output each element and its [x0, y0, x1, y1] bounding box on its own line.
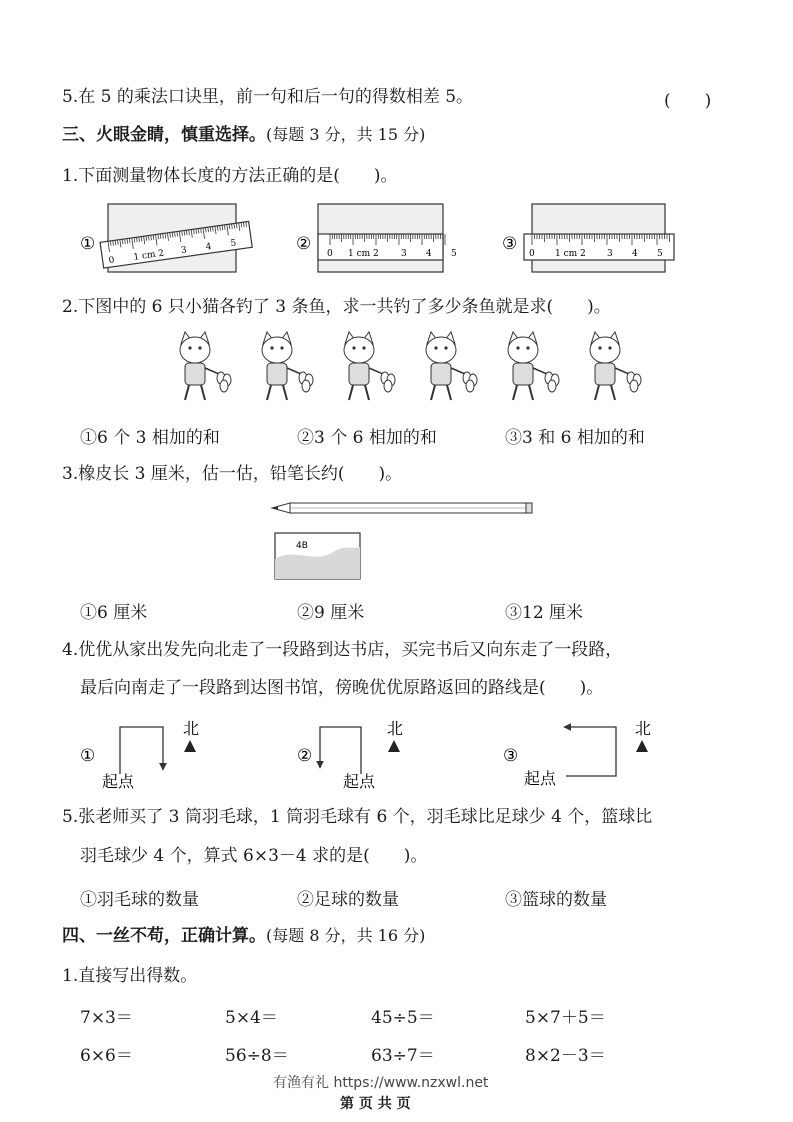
calc-r2-c2: 56÷8＝	[225, 1046, 289, 1066]
svg-text:1 cm 2: 1 cm 2	[555, 249, 586, 259]
calc-r2-c3: 63÷7＝	[371, 1046, 435, 1066]
question-5-text: 5.在 5 的乘法口诀里，前一句和后一句的得数相差 5。	[62, 87, 474, 107]
s3-q5-line2: 羽毛球少 4 个，算式 6×3－4 求的是( )。	[80, 846, 428, 866]
svg-text:起点: 起点	[524, 769, 557, 788]
option-2-mark: ②	[296, 234, 312, 254]
svg-text:4: 4	[426, 249, 432, 259]
s3-q2-option-3[interactable]: ③3 和 6 相加的和	[505, 428, 645, 448]
route-1	[120, 727, 163, 774]
ruler-options-figure	[75, 196, 715, 280]
calc-r2-c1: 6×6＝	[80, 1046, 133, 1066]
svg-text:0: 0	[108, 255, 116, 267]
svg-text:0: 0	[529, 249, 535, 259]
svg-text:4: 4	[205, 241, 213, 253]
svg-text:3: 3	[401, 249, 407, 259]
section-3-heading: 三、火眼金睛，慎重选择。(每题 3 分，共 15 分)	[62, 125, 426, 145]
calc-r1-c3: 45÷5＝	[371, 1008, 435, 1028]
s3-q5-option-3[interactable]: ③篮球的数量	[505, 890, 607, 910]
route-options-figure	[75, 712, 695, 792]
footer-watermark: 有渔有礼 https://www.nzxwl.net	[273, 1075, 489, 1091]
s3-q1-text: 1.下面测量物体长度的方法正确的是( )。	[62, 166, 398, 186]
cats-fishing-figure	[160, 330, 650, 410]
calc-r1-c4: 5×7＋5＝	[525, 1008, 606, 1028]
s3-q4-line1: 4.优优从家出发先向北走了一段路到达书店，买完书后又向东走了一段路，	[62, 640, 623, 660]
cat-with-fish	[262, 332, 313, 400]
s3-q3-option-2[interactable]: ②9 厘米	[297, 603, 365, 623]
s3-q2-text: 2.下图中的 6 只小猫各钓了 3 条鱼，求一共钓了多少条鱼就是求( )。	[62, 297, 611, 317]
svg-text:起点: 起点	[343, 772, 376, 791]
route-option-2-mark: ②	[297, 746, 313, 766]
s3-q3-text: 3.橡皮长 3 厘米，估一估，铅笔长约( )。	[62, 464, 403, 484]
s3-q2-option-1[interactable]: ①6 个 3 相加的和	[80, 428, 220, 448]
pencil-eraser-figure	[270, 497, 540, 587]
cat-with-fish	[590, 332, 641, 400]
calc-r1-c1: 7×3＝	[80, 1008, 133, 1028]
svg-text:0: 0	[327, 249, 333, 259]
route-3	[564, 727, 616, 776]
s3-q5-option-1[interactable]: ①羽毛球的数量	[80, 890, 199, 910]
cat-with-fish	[180, 332, 231, 400]
calc-r2-c4: 8×2－3＝	[525, 1046, 606, 1066]
svg-text:1 cm 2: 1 cm 2	[132, 248, 165, 263]
svg-text:4: 4	[632, 249, 638, 259]
s4-q1-text: 1.直接写出得数。	[62, 966, 198, 986]
svg-text:北: 北	[183, 719, 200, 738]
cat-with-fish	[344, 332, 395, 400]
svg-text:5: 5	[451, 249, 457, 259]
s3-q4-line2: 最后向南走了一段路到达图书馆，傍晚优优原路返回的路线是( )。	[80, 678, 604, 698]
option-1-mark: ①	[80, 234, 96, 254]
answer-paren[interactable]: ( )	[664, 91, 712, 111]
ruler-2	[318, 234, 457, 260]
svg-text:北: 北	[635, 719, 652, 738]
svg-text:3: 3	[180, 245, 188, 257]
ruler-3	[524, 234, 674, 260]
svg-text:3: 3	[607, 249, 613, 259]
s3-q3-option-1[interactable]: ①6 厘米	[80, 603, 148, 623]
s3-q2-option-2[interactable]: ②3 个 6 相加的和	[297, 428, 437, 448]
route-option-1-mark: ①	[80, 746, 96, 766]
svg-text:1 cm 2: 1 cm 2	[348, 249, 379, 259]
option-3-mark: ③	[502, 234, 518, 254]
calc-r1-c2: 5×4＝	[225, 1008, 278, 1028]
cat-with-fish	[426, 332, 477, 400]
svg-text:5: 5	[657, 249, 663, 259]
eraser	[275, 533, 360, 579]
s3-q3-option-3[interactable]: ③12 厘米	[505, 603, 584, 623]
svg-text:5: 5	[229, 238, 237, 250]
route-2	[320, 727, 361, 774]
svg-text:北: 北	[387, 719, 404, 738]
pencil	[272, 503, 532, 513]
footer-page-number: 第 页 共 页	[340, 1096, 411, 1112]
svg-text:4B: 4B	[296, 541, 308, 551]
section-4-heading: 四、一丝不苟，正确计算。(每题 8 分，共 16 分)	[62, 926, 426, 946]
s3-q5-option-2[interactable]: ②足球的数量	[297, 890, 399, 910]
s3-q5-line1: 5.张老师买了 3 筒羽毛球，1 筒羽毛球有 6 个，羽毛球比足球少 4 个，篮球比	[62, 807, 653, 827]
cat-with-fish	[508, 332, 559, 400]
svg-text:起点: 起点	[102, 772, 135, 791]
route-option-3-mark: ③	[503, 746, 519, 766]
